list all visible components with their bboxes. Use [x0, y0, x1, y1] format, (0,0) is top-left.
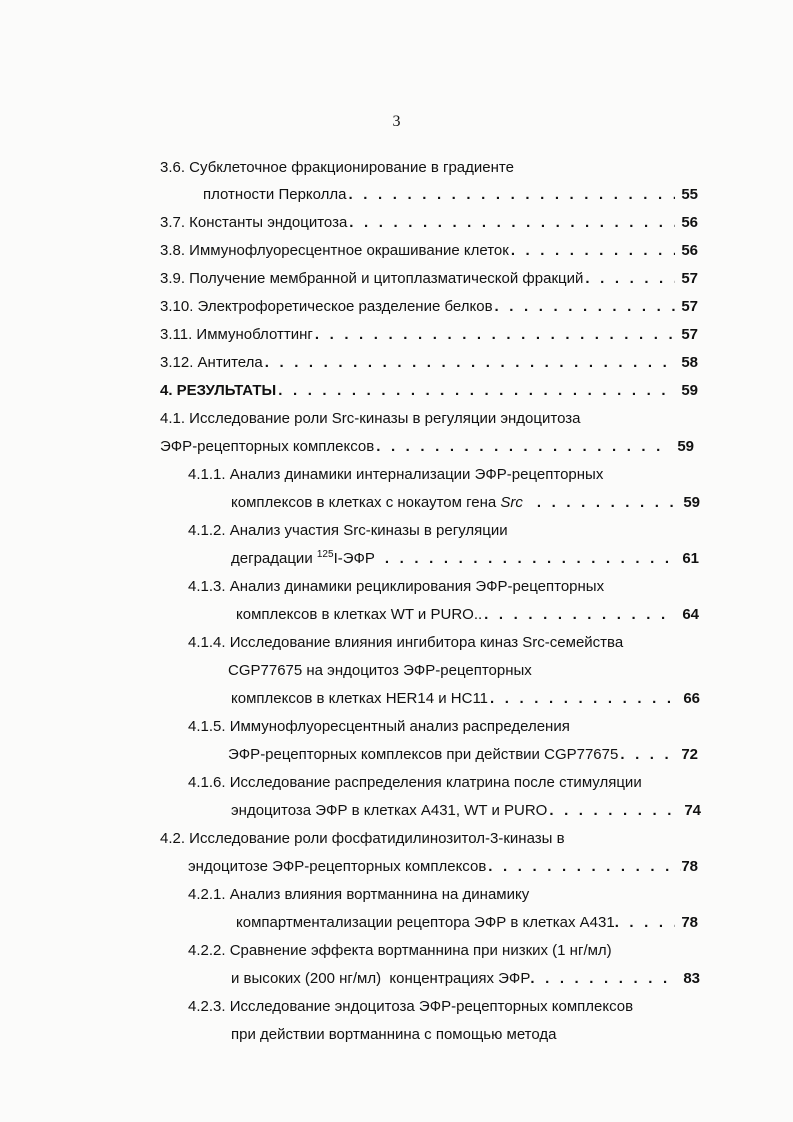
toc-entry-text: 3.10. Электрофоретическое разделение белков: [160, 298, 493, 315]
toc-entry-4-1-5-title: 4.1.5. Иммунофлуоресцентный анализ распределения: [188, 718, 570, 735]
toc-entry-4-2-3-line2: при действии вортманнина с помощью метода: [231, 1026, 557, 1043]
gene-name: Src: [500, 494, 523, 511]
toc-entry-4-2-1[interactable]: [236, 913, 698, 933]
toc-entry-3-12[interactable]: [160, 353, 698, 373]
dot-leader: [490, 689, 677, 709]
toc-entry-4-1-1-title: 4.1.1. Анализ динамики интернализации ЭФР-рецепторных: [188, 466, 604, 483]
toc-entry-text: комплексов в клетках WT и PURO..: [236, 606, 483, 623]
toc-entry-3-10[interactable]: [160, 297, 698, 317]
toc-page-number: 57: [681, 298, 698, 315]
toc-page-number: 58: [681, 354, 698, 371]
toc-page-number: 72: [681, 746, 698, 763]
toc-entry-3-6[interactable]: [203, 185, 698, 205]
toc-entry-4-1-4[interactable]: [231, 689, 700, 709]
toc-entry-text: комплексов в клетках HER14 и HC11: [231, 690, 489, 707]
toc-entry-4-1-2[interactable]: [231, 549, 699, 569]
dot-leader: [385, 549, 676, 569]
toc-entry-4-results[interactable]: [160, 381, 698, 401]
toc-entry-text: эндоцитоза ЭФР в клетках A431, WT и PURO: [231, 802, 548, 819]
dot-leader: [315, 325, 675, 345]
dot-leader: [585, 269, 675, 289]
toc-entry-3-6-title: 3.6. Субклеточное фракционирование в градиенте: [160, 159, 514, 176]
dot-leader: [549, 801, 678, 821]
dot-leader: [349, 213, 675, 233]
toc-entry-text: плотности Перколла: [203, 186, 347, 203]
dot-leader: [278, 381, 675, 401]
toc-page-number: 56: [681, 214, 698, 231]
toc-entry-4-1-4-title: 4.1.4. Исследование влияния ингибитора киназ Src-семейства: [188, 634, 624, 651]
toc-entry-4-2-2-title: 4.2.2. Сравнение эффекта вортманнина при низких (1 нг/мл): [188, 942, 612, 959]
toc-entry-text: ЭФР-рецепторных комплексов при действии CGP77675: [228, 746, 619, 763]
toc-entry-4-2[interactable]: [188, 857, 698, 877]
toc-page-number: 78: [681, 858, 698, 875]
toc-page-number: 55: [681, 186, 698, 203]
dot-leader: [376, 437, 671, 457]
toc-entry-4-2-1-title: 4.2.1. Анализ влияния вортманнина на динамику: [188, 886, 530, 903]
toc-entry-3-9[interactable]: [160, 269, 698, 289]
toc-entry-4-1-3-title: 4.1.3. Анализ динамики рециклирования ЭФР-рецепторных: [188, 578, 605, 595]
toc-entry-text: эндоцитозе ЭФР-рецепторных комплексов: [188, 858, 487, 875]
toc-entry-text: компартментализации рецептора ЭФР в клетках A431: [236, 914, 615, 931]
toc-entry-3-8[interactable]: [160, 241, 698, 261]
toc-page-number: 59: [677, 438, 694, 455]
toc-entry-text: [231, 549, 375, 569]
dot-leader: [495, 297, 676, 317]
toc-entry-3-7[interactable]: [160, 213, 698, 233]
toc-entry-3-11[interactable]: [160, 325, 698, 345]
toc-page-number: 57: [681, 270, 698, 287]
toc-entry-4-1-5[interactable]: [228, 745, 698, 765]
toc-entry-4-1-3[interactable]: [236, 605, 699, 625]
toc-entry-4-2-3-title: 4.2.3. Исследование эндоцитоза ЭФР-рецепторных комплексов: [188, 998, 634, 1015]
toc-entry-4-1-4-line2: CGP77675 на эндоцитоз ЭФР-рецепторных: [228, 662, 532, 679]
toc-page-number: 83: [683, 970, 700, 987]
toc-entry-4-1-title: 4.1. Исследование роли Src-киназы в регуляции эндоцитоза: [160, 410, 581, 427]
dot-leader: [488, 857, 681, 877]
toc-entry-4-2-2[interactable]: [231, 969, 700, 989]
dot-leader: [537, 493, 677, 513]
dot-leader: [511, 241, 676, 261]
dot-leader: [349, 185, 676, 205]
dot-leader: [620, 745, 675, 765]
toc-entry-text-part: комплексов в клетках с нокаутом гена: [231, 494, 501, 511]
dot-leader: [484, 605, 676, 625]
toc-entry-4-1[interactable]: [160, 437, 694, 457]
dot-leader: [615, 913, 676, 933]
toc-entry-4-1-6[interactable]: [231, 801, 701, 821]
toc-entry-4-1-1[interactable]: [231, 493, 700, 513]
toc-page-number: 59: [681, 382, 698, 399]
toc-entry-text: 3.11. Иммуноблоттинг: [160, 326, 313, 343]
toc-entry-4-1-6-title: 4.1.6. Исследование распределения клатрина после стимуляции: [188, 774, 642, 791]
toc-entry-text: 3.9. Получение мембранной и цитоплазматической фракций: [160, 270, 584, 287]
toc-entry-text-part: I-ЭФР: [333, 550, 375, 567]
toc-entry-text: 3.8. Иммунофлуоресцентное окрашивание клеток: [160, 242, 509, 259]
toc-entry-text: 3.12. Антитела: [160, 354, 263, 371]
toc-page-number: 66: [683, 690, 700, 707]
dot-leader: [265, 353, 676, 373]
toc-page-number: 74: [684, 802, 701, 819]
toc-page-number: 59: [683, 494, 700, 511]
dot-leader: [530, 969, 677, 989]
toc-entry-text: 3.7. Константы эндоцитоза: [160, 214, 348, 231]
toc-page-number: 56: [681, 242, 698, 259]
isotope-superscript: 125: [316, 549, 334, 560]
toc-entry-4-1-2-title: 4.1.2. Анализ участия Src-киназы в регуляции: [188, 522, 508, 539]
toc-entry-text: ЭФР-рецепторных комплексов: [160, 438, 375, 455]
toc-page-number: 78: [681, 914, 698, 931]
page-number: 3: [392, 113, 401, 130]
toc-entry-4-2-title: 4.2. Исследование роли фосфатидилинозитол-3-киназы в: [160, 830, 565, 847]
toc-page-number: 57: [681, 326, 698, 343]
toc-entry-text-part: деградации: [231, 550, 317, 567]
toc-chapter-title: 4. РЕЗУЛЬТАТЫ: [160, 382, 277, 399]
toc-page-number: 61: [682, 550, 699, 567]
toc-entry-text: [231, 493, 523, 513]
toc-page-number: 64: [682, 606, 699, 623]
toc-entry-text: и высоких (200 нг/мл) концентрациях ЭФР: [231, 970, 531, 987]
